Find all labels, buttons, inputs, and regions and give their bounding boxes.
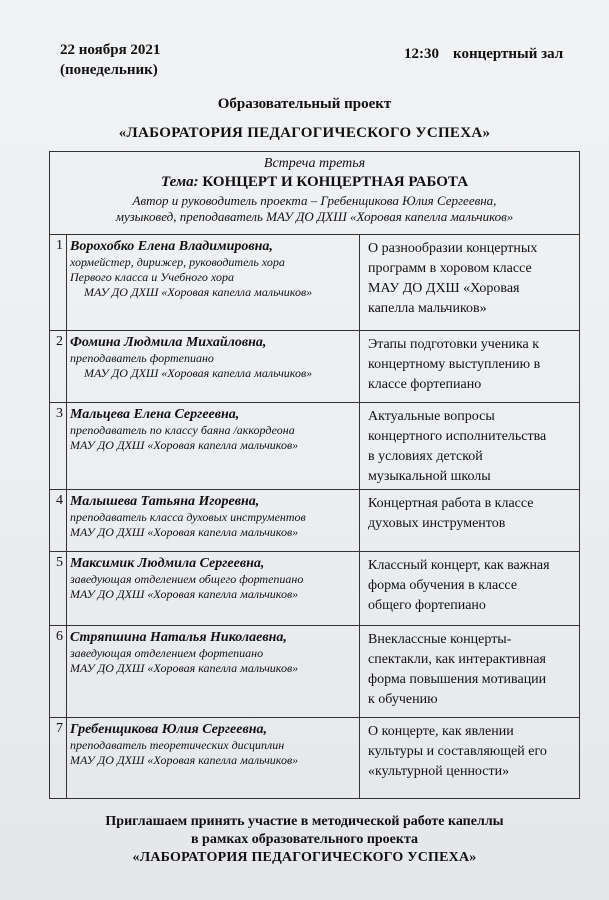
topic-cell xyxy=(360,490,579,551)
project-caption: Образовательный проект xyxy=(217,96,392,112)
row-number: 3 xyxy=(50,403,67,489)
topic-cell xyxy=(360,331,579,402)
topic-line: Классный концерт, как важная xyxy=(368,558,550,573)
speaker-position: преподаватель фортепиано xyxy=(70,351,214,365)
topic-line: капелла мальчиков» xyxy=(368,301,487,316)
row-number: 1 xyxy=(50,235,67,330)
footer-invitation: Приглашаем принять участие в методической работе капеллы xyxy=(105,814,504,829)
speaker-name: Ворохобко Елена Владимировна, xyxy=(70,239,273,254)
speaker-name: Малышева Татьяна Игоревна, xyxy=(70,494,260,509)
speaker-organization: МАУ ДО ДХШ «Хоровая капелла мальчиков» xyxy=(70,525,299,539)
topic-line: форма обучения в классе xyxy=(368,578,518,593)
topic-line: духовых инструментов xyxy=(368,516,506,531)
topic-line: концертного исполнительства xyxy=(368,429,547,444)
speaker-organization: МАУ ДО ДХШ «Хоровая капелла мальчиков» xyxy=(70,438,299,452)
footer-context: в рамках образовательного проекта xyxy=(190,832,419,847)
topic-line: к обучению xyxy=(368,692,438,707)
theme-text: КОНЦЕРТ И КОНЦЕРТНАЯ РАБОТА xyxy=(202,174,469,190)
speaker-cell xyxy=(67,552,360,625)
event-time: 12:30 xyxy=(404,46,439,62)
event-date: 22 ноября 2021 xyxy=(60,42,161,58)
topic-line: «культурной ценности» xyxy=(368,764,510,779)
meeting-theme xyxy=(50,174,579,191)
speaker-position: преподаватель теоретических дисциплин xyxy=(70,738,285,752)
event-venue: концертный зал xyxy=(453,46,564,62)
speaker-name: Мальцева Елена Сергеевна, xyxy=(70,407,240,422)
table-row xyxy=(50,490,579,552)
speaker-position: преподаватель по классу баяна /аккордеона xyxy=(70,423,295,437)
topic-line: культуры и составляющей его xyxy=(368,744,547,759)
topic-line: концертному выступлению в xyxy=(368,357,541,372)
speaker-name: Максимик Людмила Сергеевна, xyxy=(70,556,265,571)
topic-cell xyxy=(360,626,579,717)
table-row xyxy=(50,718,579,798)
speaker-name: Стряпшина Наталья Николаевна, xyxy=(70,630,287,645)
speaker-cell xyxy=(67,718,360,798)
row-number: 7 xyxy=(50,718,67,798)
topic-cell xyxy=(360,235,579,330)
row-number: 4 xyxy=(50,490,67,551)
speaker-cell xyxy=(67,626,360,717)
topic-line: МАУ ДО ДХШ «Хоровая xyxy=(368,281,520,296)
meeting-title: Встреча третья xyxy=(263,156,366,171)
topic-cell xyxy=(360,403,579,489)
meeting-header xyxy=(50,152,579,235)
topic-line: Этапы подготовки ученика к xyxy=(368,337,540,352)
event-weekday: (понедельник) xyxy=(60,62,158,78)
speaker-organization: МАУ ДО ДХШ «Хоровая капелла мальчиков» xyxy=(84,285,313,299)
speaker-position: заведующая отделением фортепиано xyxy=(70,646,264,660)
footer-project-title: «ЛАБОРАТОРИЯ ПЕДАГОГИЧЕСКОГО УСПЕХА» xyxy=(132,850,477,865)
speaker-cell xyxy=(67,490,360,551)
speaker-organization: МАУ ДО ДХШ «Хоровая капелла мальчиков» xyxy=(70,587,299,601)
table-row xyxy=(50,235,579,331)
row-number: 2 xyxy=(50,331,67,402)
topic-cell xyxy=(360,718,579,798)
speaker-organization: МАУ ДО ДХШ «Хоровая капелла мальчиков» xyxy=(70,661,299,675)
topic-line: О разнообразии концертных xyxy=(368,241,538,256)
topic-cell xyxy=(360,552,579,625)
topic-line: общего фортепиано xyxy=(368,598,486,613)
speaker-cell xyxy=(67,403,360,489)
theme-label: Тема: xyxy=(160,174,199,190)
speaker-position: преподаватель класса духовых инструментов xyxy=(70,510,306,524)
author-line-2: музыковед, преподаватель МАУ ДО ДХШ «Хоровая капелла мальчиков» xyxy=(115,209,514,224)
speaker-name: Гребенщикова Юлия Сергеевна, xyxy=(70,722,267,737)
topic-line: О концерте, как явлении xyxy=(368,724,514,739)
topic-line: форма повышения мотивации xyxy=(368,672,547,687)
speaker-position: заведующая отделением общего фортепиано xyxy=(70,572,304,586)
topic-line: Внеклассные концерты- xyxy=(368,632,512,647)
speaker-position: Первого класса и Учебного хора xyxy=(70,270,234,284)
author-line-1: Автор и руководитель проекта – Гребенщикова Юлия Сергеевна, xyxy=(132,193,497,208)
topic-line: классе фортепиано xyxy=(368,377,482,392)
topic-line: Концертная работа в классе xyxy=(368,496,534,511)
topic-line: Актуальные вопросы xyxy=(368,409,495,424)
table-row xyxy=(50,331,579,403)
table-row xyxy=(50,403,579,490)
speaker-position: хормейстер, дирижер, руководитель хора xyxy=(70,255,285,269)
project-title: «ЛАБОРАТОРИЯ ПЕДАГОГИЧЕСКОГО УСПЕХА» xyxy=(118,125,491,141)
table-row xyxy=(50,552,579,626)
row-number: 5 xyxy=(50,552,67,625)
speaker-organization: МАУ ДО ДХШ «Хоровая капелла мальчиков» xyxy=(84,366,313,380)
speaker-cell xyxy=(67,331,360,402)
row-number: 6 xyxy=(50,626,67,717)
speaker-name: Фомина Людмила Михайловна, xyxy=(70,335,267,350)
speaker-cell xyxy=(67,235,360,330)
topic-line: в условиях детской xyxy=(368,449,483,464)
topic-line: музыкальной школы xyxy=(368,469,491,484)
table-row xyxy=(50,626,579,718)
speaker-organization: МАУ ДО ДХШ «Хоровая капелла мальчиков» xyxy=(70,753,299,767)
topic-line: спектакли, как интерактивная xyxy=(368,652,546,667)
topic-line: программ в хоровом классе xyxy=(368,261,532,276)
program-table xyxy=(49,151,580,799)
